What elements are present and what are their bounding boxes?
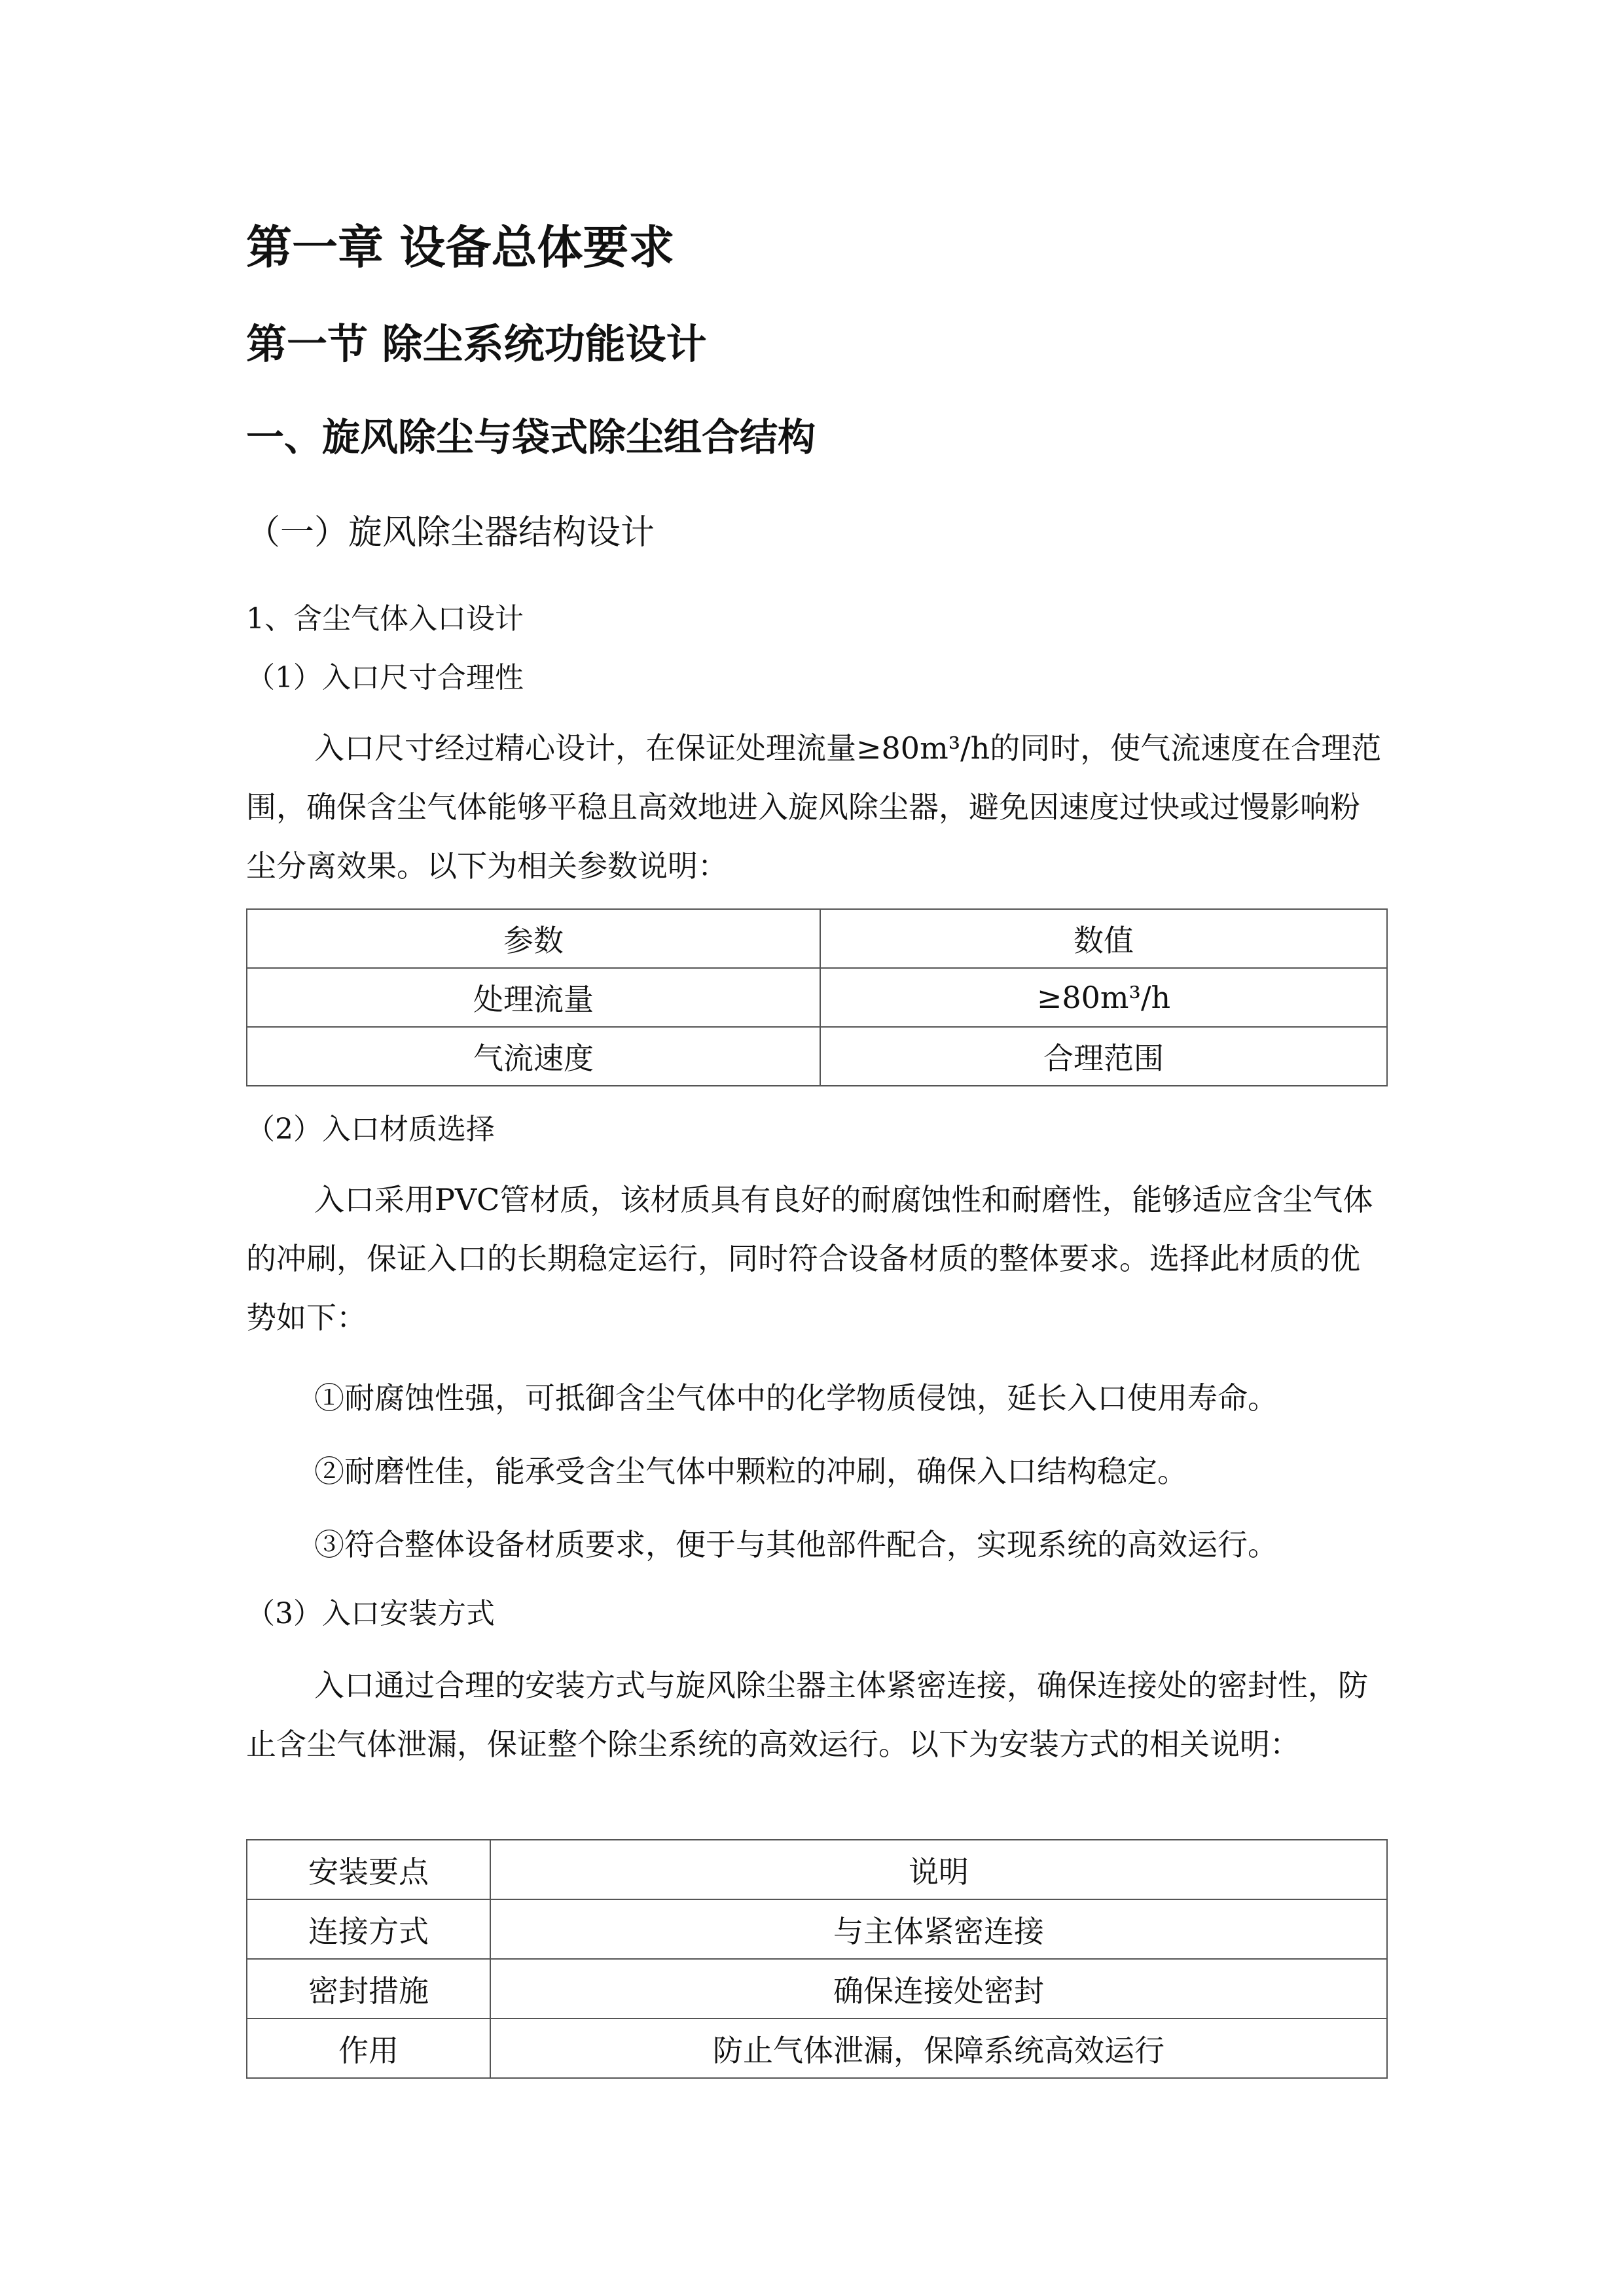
table-row: [247, 2018, 1387, 2078]
table-header-cell: 安装要点: [247, 1840, 490, 1899]
part-title: 一、旋风除尘与袋式除尘组合结构: [246, 415, 816, 459]
table-cell: 气流速度: [247, 1027, 820, 1086]
table-row: [247, 1899, 1387, 1959]
table-cell: 作用: [247, 2018, 490, 2078]
subsection-title: （一）旋风除尘器结构设计: [246, 513, 655, 552]
s1-paragraph: 入口尺寸经过精心设计，在保证处理流量≥80m³/h的同时，使气流速度在合理范围，确保含尘气体能够平稳且高效地进入旋风除尘器，避免因速度过快或过慢影响粉尘分离效果。以下为相关参数说明：: [246, 730, 1382, 884]
table-cell: 密封措施: [247, 1959, 490, 2018]
s1-heading: （1）入口尺寸合理性: [246, 661, 524, 694]
table-header-cell: 数值: [820, 909, 1387, 968]
table-header-row: [247, 1840, 1387, 1899]
table-cell: 合理范围: [820, 1027, 1387, 1086]
flow-parameter-table: [246, 908, 1388, 1086]
item-title: 1、含尘气体入口设计: [246, 602, 524, 636]
table-cell: 确保连接处密封: [490, 1959, 1387, 2018]
table-row: [247, 968, 1387, 1027]
s3-paragraph: 入口通过合理的安装方式与旋风除尘器主体紧密连接，确保连接处的密封性，防止含尘气体泄漏，保证整个除尘系统的高效运行。以下为安装方式的相关说明：: [246, 1668, 1368, 1762]
table-cell: ≥80m³/h: [820, 968, 1387, 1027]
table-cell: 连接方式: [247, 1899, 490, 1959]
installation-table: [246, 1839, 1388, 2079]
table-row: [247, 1027, 1387, 1086]
table-cell: 与主体紧密连接: [490, 1899, 1387, 1959]
s2-paragraph: 入口采用PVC管材质，该材质具有良好的耐腐蚀性和耐磨性，能够适应含尘气体的冲刷，保证入口的长期稳定运行，同时符合设备材质的整体要求。选择此材质的优势如下：: [246, 1182, 1373, 1335]
s2-heading: （2）入口材质选择: [246, 1113, 495, 1146]
table-header-row: [247, 909, 1387, 968]
advantage-item: ①耐腐蚀性强，可抵御含尘气体中的化学物质侵蚀，延长入口使用寿命。: [314, 1380, 1278, 1416]
chapter-title: 第一章 设备总体要求: [246, 221, 675, 274]
section-title: 第一节 除尘系统功能设计: [246, 320, 707, 368]
table-cell: 防止气体泄漏，保障系统高效运行: [490, 2018, 1387, 2078]
advantage-item: ③符合整体设备材质要求，便于与其他部件配合，实现系统的高效运行。: [314, 1527, 1278, 1562]
table-cell: 处理流量: [247, 968, 820, 1027]
advantage-item: ②耐磨性佳，能承受含尘气体中颗粒的冲刷，确保入口结构稳定。: [314, 1454, 1187, 1489]
table-header-cell: 说明: [490, 1840, 1387, 1899]
table-row: [247, 1959, 1387, 2018]
s3-heading: （3）入口安装方式: [246, 1597, 495, 1630]
table-header-cell: 参数: [247, 909, 820, 968]
